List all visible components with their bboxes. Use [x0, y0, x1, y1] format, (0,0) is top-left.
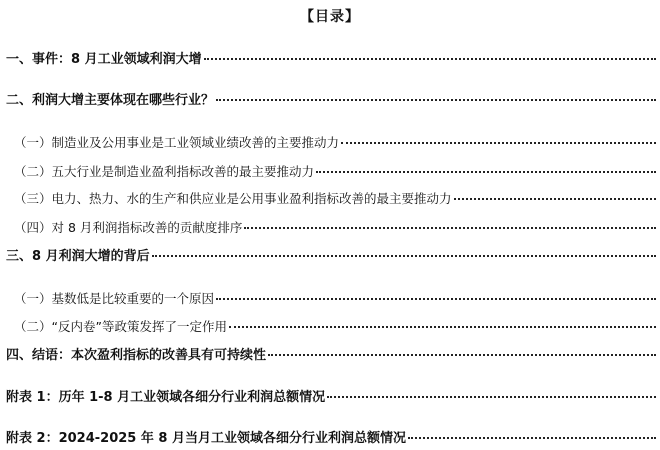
toc-entry-five-industries[interactable] — [14, 163, 656, 181]
toc-entry-text: 附表 2：2024-2025 年 8 月当月工业领域各细分行业利润总额情况 — [6, 431, 406, 446]
toc-entry-behind-growth[interactable] — [6, 248, 656, 266]
toc-entry-text: （二）“反内卷”等政策发挥了一定作用 — [14, 319, 227, 334]
toc-entry-appendix-2[interactable] — [6, 430, 656, 448]
toc-entry-text: （三）电力、热力、水的生产和供应业是公用事业盈利指标改善的最主要推动力 — [14, 191, 452, 206]
toc-entry-text: （一）基数低是比较重要的一个原因 — [14, 291, 215, 306]
toc-entry-text: 二、利润大增主要体现在哪些行业？ — [6, 93, 215, 108]
toc-entry-manufacturing-utilities[interactable] — [14, 134, 656, 152]
toc-entry-text: 一、事件：8 月工业领域利润大增 — [6, 52, 202, 67]
toc-leader-dots — [408, 437, 656, 439]
toc-leader-dots — [204, 58, 656, 60]
toc-entry-text: 三、8 月利润大增的背后 — [6, 249, 150, 264]
toc-leader-dots — [316, 171, 656, 173]
toc-title: 【目录】 — [300, 9, 360, 25]
toc-leader-dots — [327, 396, 656, 398]
toc-entry-text: 附表 1：历年 1-8 月工业领域各细分行业利润总额情况 — [6, 390, 326, 405]
toc-entry-text: （二）五大行业是制造业盈利指标改善的最主要推动力 — [14, 164, 315, 179]
toc-entry-industries[interactable] — [6, 92, 656, 110]
toc-entry-anti-involution[interactable] — [14, 318, 656, 336]
toc-entry-text: 四、结语：本次盈利指标的改善具有可持续性 — [6, 348, 267, 363]
toc-entry-contribution-ranking[interactable] — [14, 219, 656, 237]
toc-entry-power-heat-water[interactable] — [14, 190, 656, 208]
toc-leader-dots — [244, 227, 656, 229]
toc-leader-dots — [341, 142, 656, 144]
toc-entry-event[interactable] — [6, 51, 656, 69]
toc-leader-dots — [229, 326, 656, 328]
toc-leader-dots — [454, 198, 656, 200]
toc-leader-dots — [216, 99, 656, 101]
toc-entry-text: （一）制造业及公用事业是工业领域业绩改善的主要推动力 — [14, 135, 340, 150]
toc-entry-text: （四）对 8 月利润指标改善的贡献度排序 — [14, 220, 243, 235]
toc-entry-appendix-1[interactable] — [6, 389, 656, 407]
toc-entry-conclusion[interactable] — [6, 347, 656, 365]
toc-leader-dots — [152, 255, 656, 257]
toc-entry-low-base[interactable] — [14, 290, 656, 308]
toc-leader-dots — [216, 298, 656, 300]
toc-leader-dots — [268, 354, 656, 356]
